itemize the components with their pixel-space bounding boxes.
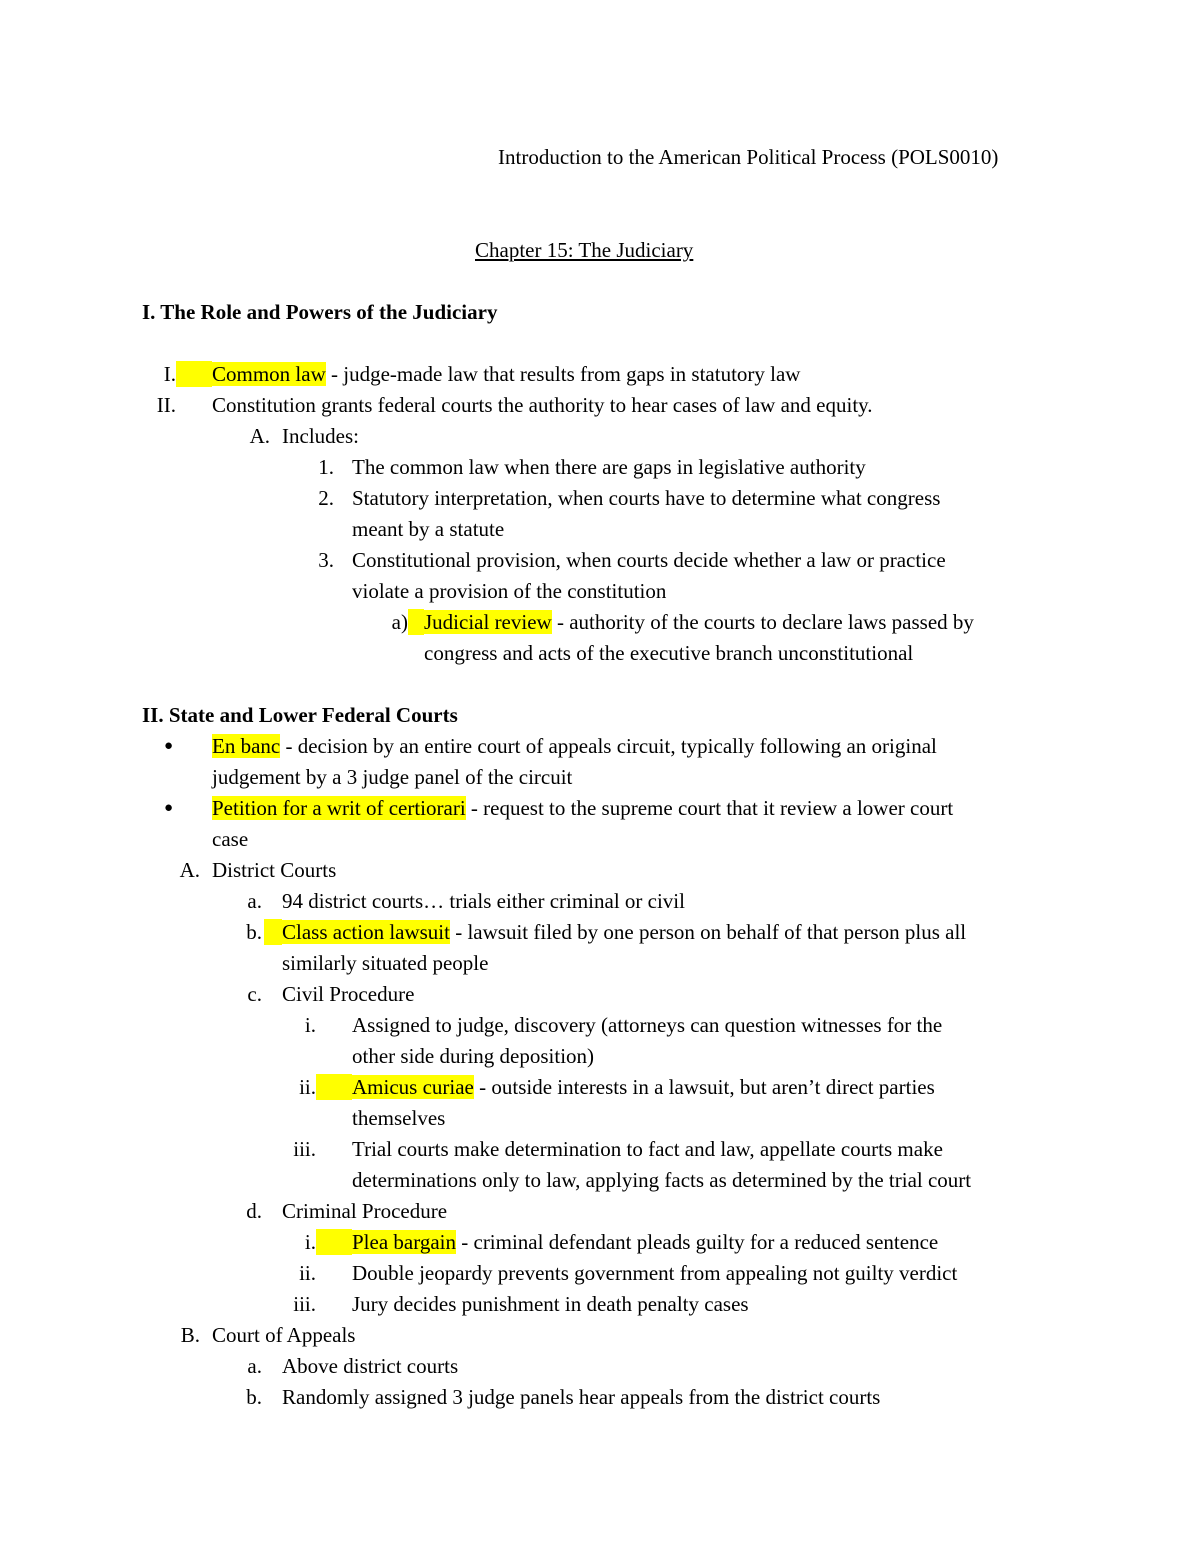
key-term: Petition for a writ of certiorari <box>212 796 466 820</box>
list-item <box>424 607 974 638</box>
list-item: Criminal Procedure <box>282 1199 448 1223</box>
list-item-continuation: judgement by a 3 judge panel of the circuit <box>212 765 573 789</box>
highlight-gap <box>408 609 424 635</box>
key-term: Plea bargain <box>352 1230 456 1254</box>
list-marker: a. <box>247 1354 262 1378</box>
bullet-icon: ● <box>164 738 174 754</box>
highlight-gap <box>264 919 282 945</box>
list-marker: i. <box>304 1013 316 1037</box>
list-item-continuation: case <box>212 827 249 851</box>
list-item: Court of Appeals <box>212 1323 356 1347</box>
list-item: Randomly assigned 3 judge panels hear appeals from the district courts <box>282 1385 881 1409</box>
list-marker: a. <box>247 889 262 913</box>
list-marker: II. <box>156 393 176 417</box>
list-marker: 2. <box>318 486 334 510</box>
list-marker: 1. <box>318 455 334 479</box>
key-term: Amicus curiae <box>352 1075 474 1099</box>
list-item <box>212 359 800 390</box>
list-item: Constitution grants federal courts the authority to hear cases of law and equity. <box>212 393 873 417</box>
list-marker: d. <box>246 1199 262 1223</box>
list-item: Assigned to judge, discovery (attorneys can question witnesses for the <box>352 1013 943 1037</box>
definition-text: - criminal defendant pleads guilty for a reduced sentence <box>456 1230 939 1254</box>
list-marker: b. <box>246 1385 262 1409</box>
list-item: District Courts <box>212 858 337 882</box>
list-marker: 3. <box>318 548 334 572</box>
list-marker: ii. <box>299 1261 316 1285</box>
list-marker: A. <box>179 858 200 882</box>
key-term: Common law <box>212 362 326 386</box>
bullet-icon: ● <box>164 800 174 816</box>
list-item: Double jeopardy prevents government from appealing not guilty verdict <box>352 1261 958 1285</box>
list-item: Civil Procedure <box>282 982 415 1006</box>
list-item-continuation: determinations only to law, applying facts as determined by the trial court <box>352 1168 972 1192</box>
list-item-continuation: other side during deposition) <box>352 1044 595 1068</box>
definition-text: - request to the supreme court that it review a lower court <box>465 796 954 820</box>
list-item <box>212 731 937 762</box>
list-marker: c. <box>247 982 262 1006</box>
definition-text: - judge-made law that results from gaps in statutory law <box>325 362 801 386</box>
list-marker: b. <box>246 920 262 944</box>
highlight-gap <box>176 361 212 387</box>
highlight-gap <box>316 1074 352 1100</box>
list-marker: iii. <box>293 1137 316 1161</box>
highlight-gap <box>316 1229 352 1255</box>
list-marker: a) <box>391 610 408 634</box>
list-item-continuation: similarly situated people <box>282 951 489 975</box>
list-marker: I. <box>163 362 176 386</box>
list-item: The common law when there are gaps in legislative authority <box>352 455 866 479</box>
list-item: 94 district courts… trials either criminal or civil <box>282 889 685 913</box>
key-term: Judicial review <box>424 610 552 634</box>
list-marker: B. <box>180 1323 200 1347</box>
course-header: Introduction to the American Political Process (POLS0010) <box>498 145 999 169</box>
list-item: Jury decides punishment in death penalty cases <box>352 1292 749 1316</box>
list-marker: iii. <box>293 1292 316 1316</box>
section-heading-1: I. The Role and Powers of the Judiciary <box>142 300 498 324</box>
list-item-continuation: violate a provision of the constitution <box>352 579 667 603</box>
list-item <box>212 793 953 824</box>
list-item: Constitutional provision, when courts decide whether a law or practice <box>352 548 946 572</box>
list-item: Statutory interpretation, when courts have to determine what congress <box>352 486 941 510</box>
chapter-title: Chapter 15: The Judiciary <box>475 238 694 262</box>
list-marker: i. <box>304 1230 316 1254</box>
key-term: Class action lawsuit <box>282 920 450 944</box>
list-item-continuation: meant by a statute <box>352 517 505 541</box>
section-heading-2: II. State and Lower Federal Courts <box>142 703 458 727</box>
list-item <box>352 1227 938 1258</box>
list-item: Includes: <box>282 424 359 448</box>
key-term: En banc <box>212 734 281 758</box>
list-item: Above district courts <box>282 1354 459 1378</box>
definition-text: - decision by an entire court of appeals circuit, typically following an original <box>280 734 937 758</box>
definition-text: - authority of the courts to declare laws passed by <box>551 610 974 634</box>
list-item <box>282 917 966 948</box>
list-item-continuation: congress and acts of the executive branch unconstitutional <box>424 641 914 665</box>
definition-text: - outside interests in a lawsuit, but aren’t direct parties <box>473 1075 935 1099</box>
list-item-continuation: themselves <box>352 1106 446 1130</box>
list-marker: ii. <box>299 1075 316 1099</box>
list-marker: A. <box>249 424 270 448</box>
list-item <box>352 1072 935 1103</box>
definition-text: - lawsuit filed by one person on behalf of that person plus all <box>449 920 967 944</box>
list-item: Trial courts make determination to fact and law, appellate courts make <box>352 1137 943 1161</box>
